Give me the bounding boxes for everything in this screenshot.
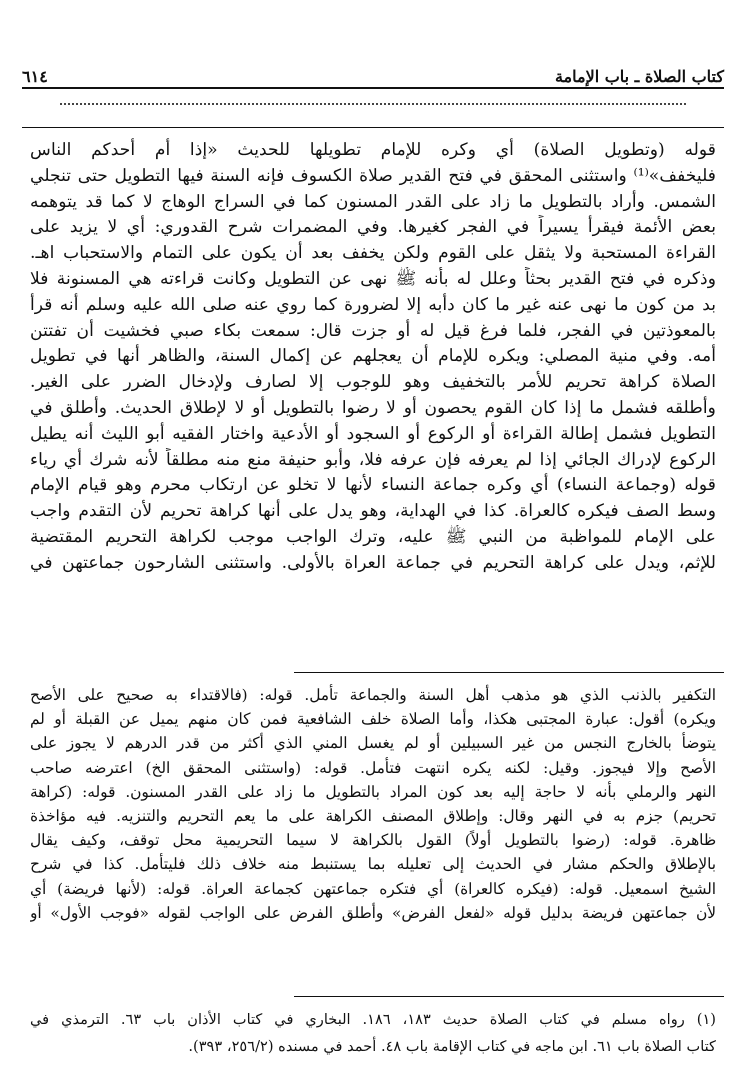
text-line: وأطلقه فشمل ما إذا كان القوم يحصون أو لا رضوا بالتطويل أو لا لإطلاق الحديث. وأطلق في: [30, 397, 716, 418]
text-line: الصلاة كراهة تحريم للأمر بالتخفيف وهو للوجوب إلا لصارف ولإدخال الضرر على الغير.: [30, 372, 716, 393]
commentary-line: يتوضأ بالخارج النجس من غير السبيلين أو لم يغسل المني الذي أكثر من قدر الدرهم لا يجوز على: [30, 734, 716, 753]
text-line: الشمس. وأراد بالتطويل ما زاد على القدر المسنون كما في السراج الوهاج لا كما قد يتوهمه: [30, 191, 716, 212]
text-line: بالمعوذتين في الفجر، فلما فرغ قيل له أو جزت قال: سمعت بكاء صبي فخشيت أن تفتتن: [30, 320, 716, 341]
commentary-line: النهر والرملي بأنه لا حاجة إليه بعد كون المراد بالتطويل ما زاد على القدر المسنون. قوله: (كراهة: [30, 782, 716, 801]
commentary-line: بالإطلاق والحكم مشار في الحديث إلى تعليله بما يستنبط منه خلاف ذلك فليتأمل. كذا في شرح: [30, 855, 716, 874]
main-text-rule: [22, 127, 724, 128]
running-title: كتاب الصلاة ـ باب الإمامة: [554, 67, 724, 86]
text-line: الركوع لإدراك الجائي إذا لم يعرفه فإن عرفه فلا، وأبو حنيفة منع منه مطلقاً لأنه شرك أي رياء: [30, 449, 716, 470]
text-line: أمه. وفي منية المصلي: ويكره للإمام أن يعجلهم عن إكمال السنة، والظاهر أنها في تطويل: [30, 346, 716, 367]
text-line: فليخفف»⁽¹⁾ واستثنى المحقق في فتح القدير صلاة الكسوف فإنه السنة فيها التطويل حتى تنجلي: [30, 165, 716, 186]
text-line: قوله (وجماعة النساء) أي وكره جماعة النساء لأنها لا تخلو عن ارتكاب محرم وهو قيام الإمام: [30, 475, 716, 496]
commentary-line: ظاهرة. قوله: (رضوا بالتطويل أولاً) القول بالكراهة لا سيما التحريمية محل توقف، وكيف يقال: [30, 831, 716, 850]
footnote-line: (١) رواه مسلم في كتاب الصلاة حديث ١٨٣، ١٨٦. البخاري في كتاب الأذان باب ٦٣. الترمذي في: [30, 1011, 716, 1028]
footnote-line: كتاب الصلاة باب ٦١. ابن ماجه في كتاب الإقامة باب ٤٨. أحمد في مسنده (٢٥٦/٢، ٣٩٣).: [188, 1038, 716, 1055]
commentary-line: لأن جماعتهن فريضة بدليل قوله «لفعل الفرض» وأطلق الفرض على الواجب لقوله «فوجب الأول» أو: [30, 903, 716, 922]
header-rule: [22, 87, 724, 89]
commentary-line: التكفير بالذنب الذي هو مذهب أهل السنة والجماعة تأمل. قوله: (فالاقتداء به صحيح على الأصح: [30, 686, 716, 704]
text-line: التطويل فشمل إطالة القراءة أو الركوع أو السجود أو الأدعية واختار الفقيه أبو الليث أنه يطيل: [30, 423, 716, 444]
text-line: القراءة المستحبة ولا يثقل على القوم ولكن يخفف بعد أن يكون على التمام والاستحباب اهـ.: [30, 243, 716, 264]
commentary-line: ويكره) أقول: عبارة المجتبى هكذا، وأما الصلاة خلف الشافعية فمن كان منهم يميل عن القبلة أو لم: [30, 710, 716, 729]
commentary-rule: [294, 672, 724, 673]
commentary-text: [30, 683, 716, 925]
text-line: بعض الأئمة فيقرأ يسيراً في الفجر كغيرها. وفي المضمرات شرح القدوري: أي لا يزيد على: [30, 217, 716, 238]
main-text: [30, 138, 716, 577]
page-number: ٦١٤: [22, 67, 48, 86]
footnotes: [30, 1006, 716, 1060]
text-line: وسط الصف فيكره كالعراة. كذا في الهداية، وهو يدل على أنها كراهة تحريم لأن التقدم واجب: [30, 501, 716, 522]
commentary-line: الأصح وإلا فيجوز. وقيل: لكنه يكره انتهت فتأمل. قوله: (واستثنى المحقق الخ) اعترضه صاحب: [30, 758, 716, 777]
text-line: للإثم، ويدل على كراهة التحريم في جماعة العراة بالأولى. واستثنى الشارحون جماعتهن في: [30, 552, 716, 573]
commentary-line: الشيخ اسمعيل. قوله: (فيكره كالعراة) أي فتكره جماعتهن كجماعة العراة. قوله: (لأنها فريضة) أي: [30, 879, 716, 898]
page-header: [22, 62, 724, 86]
text-line: على الإمام للمواظبة من النبي ﷺ عليه، وترك الواجب موجب لكراهة التحريم المقتضية: [30, 526, 716, 547]
dotted-separator: [60, 103, 686, 105]
commentary-line: تحريم) جزم به في النهر وقال: وإطلاق المصنف الكراهة على ما يعم التحريم والتنزيه. فيه مؤاخذة: [30, 807, 716, 826]
text-line: بد من كون ما نهى عنه غير ما كان دأبه إلا لضرورة كما روي عنه صلى الله عليه وسلم أنه قرأ: [30, 294, 716, 315]
text-line: قوله (وتطويل الصلاة) أي وكره للإمام تطويلها للحديث «إذا أم أحدكم الناس: [30, 140, 716, 160]
footnote-rule: [294, 996, 724, 997]
text-line: وذكره في فتح القدير بحثاً وعلل له بأنه ﷺ نهى عن التطويل وكانت قراءته هي المسنونة فلا: [30, 268, 716, 289]
